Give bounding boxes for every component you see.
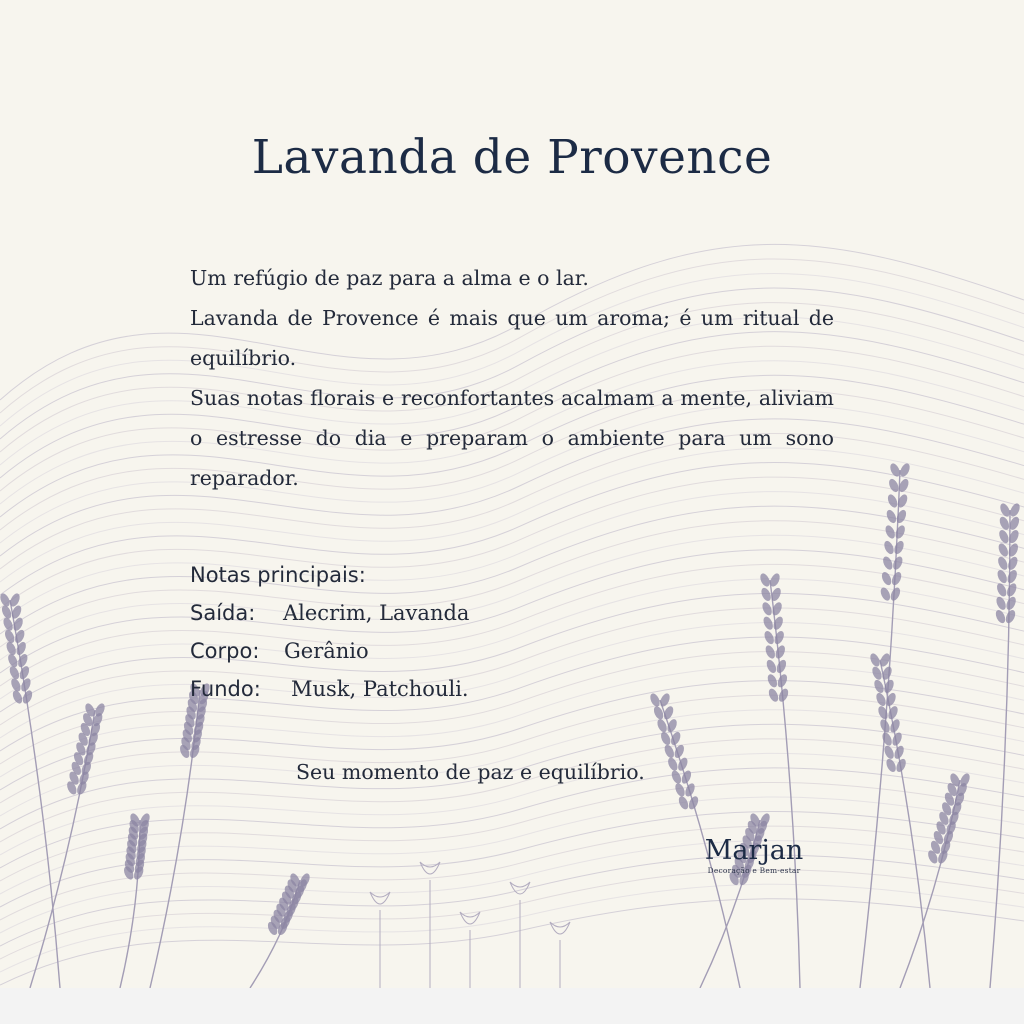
lavender-bud bbox=[680, 769, 693, 785]
wave-line bbox=[0, 637, 1024, 751]
bottom-strip bbox=[0, 988, 1024, 1024]
lavender-bud bbox=[886, 493, 899, 509]
lavender-bud bbox=[895, 757, 908, 773]
page-title: Lavanda de Provence bbox=[251, 130, 773, 185]
wave-line bbox=[0, 739, 1024, 842]
lavender-bud bbox=[881, 731, 894, 747]
note-value: Musk, Patchouli. bbox=[291, 677, 469, 701]
note-value: Alecrim, Lavanda bbox=[283, 601, 470, 625]
wave-line bbox=[0, 608, 1024, 725]
intro-line: Um refúgio de paz para a alma e o lar. bbox=[190, 266, 589, 290]
flower-head bbox=[420, 862, 440, 874]
lavender-bud bbox=[11, 689, 24, 705]
note-row-fundo bbox=[190, 670, 469, 708]
note-label: Fundo: bbox=[190, 677, 261, 701]
lavender-bud bbox=[683, 782, 696, 798]
notes-heading: Notas principais: bbox=[190, 563, 366, 587]
tagline: Seu momento de paz e equilíbrio. bbox=[296, 760, 645, 784]
wave-line bbox=[0, 870, 1024, 959]
brand-logo bbox=[694, 836, 814, 875]
lavender-bud bbox=[1004, 609, 1017, 625]
lavender-bud bbox=[1005, 595, 1018, 611]
note-label: Saída: bbox=[190, 601, 256, 625]
lavender-bud bbox=[666, 756, 679, 772]
note-row-corpo bbox=[190, 632, 469, 670]
lavender-bud bbox=[891, 731, 904, 747]
intro-paragraph-3: Suas notas florais e reconfortantes acalmam a mente, aliviam o estresse do dia e preparam o ambiente para um sono reparador. bbox=[190, 386, 834, 490]
lavender-bud bbox=[885, 757, 898, 773]
brand-name: Marjan bbox=[704, 835, 804, 866]
lavender-bud bbox=[884, 524, 897, 540]
lavender-bud bbox=[874, 691, 887, 707]
wave-line bbox=[0, 521, 1024, 647]
lavender-bud bbox=[881, 555, 894, 571]
wave-line bbox=[0, 695, 1024, 803]
lavender-bud bbox=[891, 555, 904, 571]
lavender-bud bbox=[0, 592, 12, 608]
lavender-bud bbox=[882, 539, 895, 555]
lavender-bud bbox=[895, 508, 908, 524]
lavender-bud bbox=[1006, 569, 1019, 585]
lavender-bud bbox=[772, 615, 785, 631]
lavender-bud bbox=[761, 601, 774, 617]
lavender-bud bbox=[996, 569, 1009, 585]
brand-subtitle: Decoração e Bem-estar bbox=[707, 866, 801, 875]
lavender-bud bbox=[868, 652, 881, 668]
lavender-bud bbox=[998, 515, 1011, 531]
lavender-bud bbox=[995, 595, 1008, 611]
lavender-bud bbox=[1005, 582, 1018, 598]
wave-line bbox=[0, 593, 1024, 712]
lavender-bud bbox=[670, 769, 683, 785]
lavender-stem bbox=[150, 690, 200, 988]
lavender-bud bbox=[673, 782, 686, 798]
lavender-bud bbox=[893, 744, 906, 760]
note-value: Gerânio bbox=[284, 639, 369, 663]
wave-line bbox=[0, 564, 1024, 686]
lavender-bud bbox=[687, 795, 700, 811]
lavender-bud bbox=[879, 586, 892, 602]
lavender-bud bbox=[762, 615, 775, 631]
description bbox=[190, 258, 834, 498]
note-label: Corpo: bbox=[190, 639, 260, 663]
intro-paragraph-2: Lavanda de Provence é mais que um aroma; é um ritual de equilíbrio. bbox=[190, 306, 834, 370]
lavender-bud bbox=[889, 586, 902, 602]
wave-line bbox=[0, 550, 1024, 673]
lavender-bud bbox=[19, 677, 32, 693]
lavender-bud bbox=[890, 571, 903, 587]
lavender-bud bbox=[758, 572, 771, 588]
lavender-stem bbox=[770, 580, 800, 988]
lavender-bud bbox=[892, 539, 905, 555]
wave-line bbox=[0, 782, 1024, 881]
lavender-bud bbox=[894, 524, 907, 540]
flower-head bbox=[370, 892, 390, 904]
wave-line bbox=[0, 535, 1024, 660]
wave-line bbox=[0, 622, 1024, 738]
wave-line bbox=[0, 492, 1024, 621]
notes-list bbox=[190, 556, 469, 708]
note-row-saida bbox=[190, 594, 469, 632]
lavender-bud bbox=[872, 678, 885, 694]
lavender-bud bbox=[883, 744, 896, 760]
lavender-bud bbox=[995, 582, 1008, 598]
lavender-bud bbox=[8, 665, 21, 681]
lavender-bud bbox=[888, 718, 901, 734]
lavender-bud bbox=[21, 689, 34, 705]
lavender-bud bbox=[887, 477, 900, 493]
wave-line bbox=[0, 652, 1024, 764]
lavender-bud bbox=[659, 730, 672, 746]
